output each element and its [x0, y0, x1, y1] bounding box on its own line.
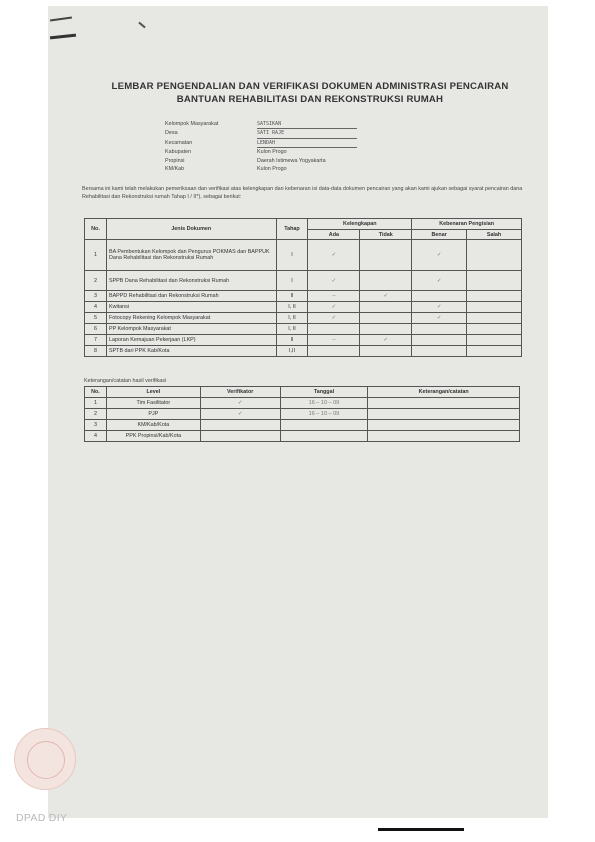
header-tahap: Tahap [276, 219, 308, 240]
info-value: Kulon Progo [257, 166, 287, 173]
row-document: BA Pembentukan Kelompok dan Pengurus POKMAS dan BAPPUK Dana Rehabilitasi dan Rekonstruksi Rumah [106, 240, 276, 271]
row-verifikator [200, 431, 280, 442]
header-verifikator: Verifikator [200, 387, 280, 398]
info-value: Kulon Progo [257, 149, 287, 156]
row-no: 3 [85, 291, 107, 302]
info-label: KM/Kab [165, 166, 185, 173]
row-benar: ✓ [412, 313, 467, 324]
row-no: 4 [85, 302, 107, 313]
row-no: 7 [85, 335, 107, 346]
info-row [165, 139, 357, 148]
info-label: Propinsi [165, 157, 185, 164]
row-tahap: II [276, 291, 308, 302]
row-salah [467, 324, 522, 335]
row-ada: ✓ [308, 240, 360, 271]
intro-paragraph: Bersama ini kami telah melakukan pemeriksaan dan verifikasi atas kelengkapan dan kebenaran isi data-data dokumen pencairan yang akan kami ajukan sebagai syarat pencairan dana Rehabilitasi dan Rekonstruksi rumah Tahap I / II*), sebagai berikut: [82, 186, 523, 200]
info-value: LENDAH [257, 139, 357, 148]
table-row [85, 335, 522, 346]
row-no: 2 [85, 271, 107, 291]
header-ada: Ada [308, 230, 360, 240]
row-ada: ✓ [308, 313, 360, 324]
row-level: Tim Fasilitator [106, 398, 200, 409]
row-tidak [360, 302, 412, 313]
row-keterangan [368, 409, 520, 420]
row-tanggal [280, 431, 368, 442]
row-keterangan [368, 431, 520, 442]
header-kebenaran: Kebenaran Pengisian [412, 219, 522, 230]
row-benar: ✓ [412, 240, 467, 271]
row-salah [467, 291, 522, 302]
table-row [85, 346, 522, 357]
row-verifikator: ✓ [200, 409, 280, 420]
row-tidak [360, 346, 412, 357]
row-tidak: ✓ [360, 291, 412, 302]
bottom-bar [378, 828, 464, 831]
row-tahap: I,II [276, 346, 308, 357]
row-document: Kwitansi [106, 302, 276, 313]
row-level: KM/Kab/Kota [106, 420, 200, 431]
document-title [80, 80, 540, 106]
row-ada [308, 346, 360, 357]
table-row [85, 420, 520, 431]
row-document: Fotocopy Rekening Kelompok Masyarakat [106, 313, 276, 324]
row-benar [412, 346, 467, 357]
info-value: SATI RAJE [257, 129, 357, 138]
table-row [85, 240, 522, 271]
row-salah [467, 271, 522, 291]
row-no: 5 [85, 313, 107, 324]
table-row [85, 271, 522, 291]
row-ada: – [308, 291, 360, 302]
row-verifikator [200, 420, 280, 431]
row-tidak [360, 324, 412, 335]
row-keterangan [368, 420, 520, 431]
header-salah: Salah [467, 230, 522, 240]
header-no: No. [85, 219, 107, 240]
info-row [165, 120, 357, 129]
header-benar: Benar [412, 230, 467, 240]
row-tanggal [280, 420, 368, 431]
row-document: BAPPD Rehabilitasi dan Rekonstruksi Rumah [106, 291, 276, 302]
row-tahap: I [276, 271, 308, 291]
info-block [165, 120, 357, 173]
row-level: PJP [106, 409, 200, 420]
row-tidak [360, 240, 412, 271]
archive-seal-logo [14, 728, 76, 790]
table-row [85, 291, 522, 302]
header-tanggal: Tanggal [280, 387, 368, 398]
row-tidak: ✓ [360, 335, 412, 346]
info-row [165, 157, 357, 165]
row-tahap: II [276, 335, 308, 346]
row-document: PP Kelompok Masyarakat [106, 324, 276, 335]
row-salah [467, 346, 522, 357]
header-jenis-dokumen: Jenis Dokumen [106, 219, 276, 240]
row-no: 6 [85, 324, 107, 335]
table-row [85, 431, 520, 442]
title-line-1: LEMBAR PENGENDALIAN DAN VERIFIKASI DOKUMEN ADMINISTRASI PENCAIRAN [111, 81, 509, 92]
verification-table [84, 386, 520, 442]
row-benar: ✓ [412, 302, 467, 313]
row-tanggal: 16 – 10 – 09 [280, 398, 368, 409]
table-row [85, 398, 520, 409]
info-label: Kecamatan [165, 139, 193, 146]
row-benar [412, 291, 467, 302]
row-keterangan [368, 398, 520, 409]
row-tidak [360, 271, 412, 291]
row-salah [467, 313, 522, 324]
row-no: 4 [85, 431, 107, 442]
info-value: Daerah Istimewa Yogyakarta [257, 157, 326, 164]
header-kelengkapan: Kelengkapan [308, 219, 412, 230]
row-no: 8 [85, 346, 107, 357]
row-ada: ✓ [308, 271, 360, 291]
header-tidak: Tidak [360, 230, 412, 240]
row-no: 2 [85, 409, 107, 420]
watermark-text: DPAD DIY [16, 812, 68, 824]
info-row [165, 129, 357, 138]
row-verifikator: ✓ [200, 398, 280, 409]
row-salah [467, 302, 522, 313]
row-no: 1 [85, 398, 107, 409]
info-value: SATSIKAN [257, 120, 357, 129]
row-salah [467, 240, 522, 271]
table-row [85, 409, 520, 420]
row-benar [412, 324, 467, 335]
row-tahap: I [276, 240, 308, 271]
row-ada [308, 324, 360, 335]
row-salah [467, 335, 522, 346]
row-document: SPPB Dana Rehabilitasi dan Rekonstruksi Rumah [106, 271, 276, 291]
info-row [165, 165, 357, 173]
row-level: PPK Propinsi/Kab/Kota [106, 431, 200, 442]
row-document: Laporan Kemajuan Pekerjaan (LKP) [106, 335, 276, 346]
info-label: Kelompok Masyarakat [165, 121, 219, 127]
table-row [85, 313, 522, 324]
title-line-2: BANTUAN REHABILITASI DAN REKONSTRUKSI RUMAH [176, 94, 444, 105]
document-checklist-table [84, 218, 522, 357]
table-row [85, 302, 522, 313]
row-document: SPTB dari PPK Kab/Kota [106, 346, 276, 357]
row-benar [412, 335, 467, 346]
row-ada: – [308, 335, 360, 346]
verification-caption: Keterangan/catatan hasil verifikasi [84, 378, 167, 384]
row-tidak [360, 313, 412, 324]
seal-inner-ring [27, 741, 65, 779]
row-tanggal: 16 – 10 – 09 [280, 409, 368, 420]
info-label: Desa [165, 130, 178, 137]
info-label: Kabupaten [165, 149, 192, 156]
row-benar: ✓ [412, 271, 467, 291]
row-ada: ✓ [308, 302, 360, 313]
header-keterangan: Keterangan/catatan [368, 387, 520, 398]
row-tahap: I, II [276, 324, 308, 335]
row-no: 1 [85, 240, 107, 271]
header-no: No. [85, 387, 107, 398]
row-tahap: I, II [276, 302, 308, 313]
row-tahap: I, II [276, 313, 308, 324]
header-level: Level [106, 387, 200, 398]
info-row [165, 148, 357, 156]
row-no: 3 [85, 420, 107, 431]
table-row [85, 324, 522, 335]
